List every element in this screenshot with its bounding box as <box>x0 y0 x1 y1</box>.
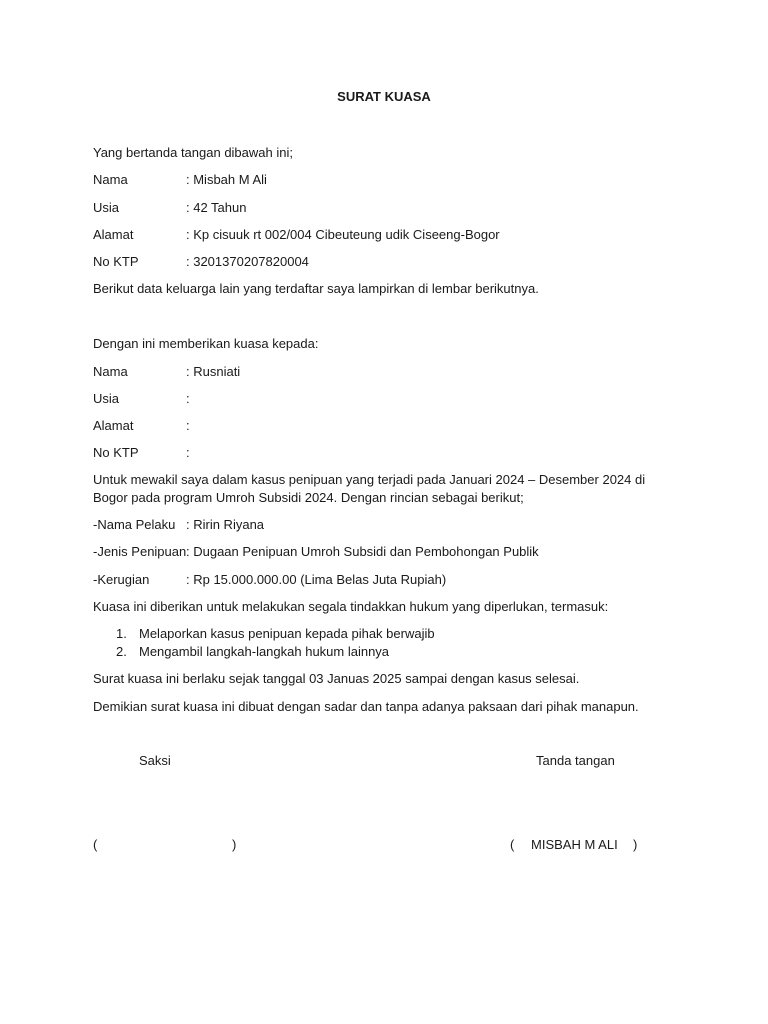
document-title: SURAT KUASA <box>337 89 431 104</box>
grantor-address-label: Alamat <box>93 227 134 242</box>
validity-text: Surat kuasa ini berlaku sejak tanggal 03 Januas 2025 sampai dengan kasus selesai. <box>93 671 580 686</box>
list-item-number: 2. <box>116 644 127 659</box>
grantee-age-label: Usia <box>93 391 120 406</box>
grantor-address-value: : Kp cisuuk rt 002/004 Cibeuteung udik Ciseeng-Bogor <box>186 227 500 242</box>
purpose-line-2: Bogor pada program Umroh Subsidi 2024. Dengan rincian sebagai berikut; <box>93 490 524 505</box>
purpose-line-1: Untuk mewakil saya dalam kasus penipuan yang terjadi pada Januari 2024 – Desember 2024 di <box>93 472 646 487</box>
signer-close-paren: ) <box>633 837 638 852</box>
intro-text: Yang bertanda tangan dibawah ini; <box>93 145 293 160</box>
grantor-age-value: : 42 Tahun <box>186 200 247 215</box>
grantee-ktp-label: No KTP <box>93 445 139 460</box>
grantee-name-value: : Rusniati <box>186 364 241 379</box>
signer-open-paren: ( <box>510 837 515 852</box>
grantor-name-label: Nama <box>93 172 128 187</box>
loss-label: -Kerugian <box>93 572 150 587</box>
grantor-name-value: : Misbah M Ali <box>186 172 267 187</box>
list-item: Melaporkan kasus penipuan kepada pihak berwajib <box>139 626 435 641</box>
grantor-age-label: Usia <box>93 200 120 215</box>
scope-intro: Kuasa ini diberikan untuk melakukan segala tindakkan hukum yang diperlukan, termasuk: <box>93 599 609 614</box>
witness-label: Saksi <box>139 753 171 768</box>
grantee-address-label: Alamat <box>93 418 134 433</box>
fraud-type-value: : Dugaan Penipuan Umroh Subsidi dan Pembohongan Publik <box>186 544 539 559</box>
grantee-age-value: : <box>186 391 190 406</box>
list-item: Mengambil langkah-langkah hukum lainnya <box>139 644 390 659</box>
grantor-ktp-value: : 3201370207820004 <box>186 254 309 269</box>
perpetrator-value: : Ririn Riyana <box>186 517 265 532</box>
grantee-name-label: Nama <box>93 364 128 379</box>
grantor-ktp-label: No KTP <box>93 254 139 269</box>
family-note: Berikut data keluarga lain yang terdaftar saya lampirkan di lembar berikutnya. <box>93 281 539 296</box>
witness-close-paren: ) <box>232 837 237 852</box>
grant-intro: Dengan ini memberikan kuasa kepada: <box>93 336 319 351</box>
signer-name: MISBAH M ALI <box>531 837 618 852</box>
signature-label: Tanda tangan <box>536 753 615 768</box>
loss-value: : Rp 15.000.000.00 (Lima Belas Juta Rupiah) <box>186 572 447 587</box>
fraud-type-label: -Jenis Penipuan <box>93 544 187 559</box>
perpetrator-label: -Nama Pelaku <box>93 517 176 532</box>
list-item-number: 1. <box>116 626 127 641</box>
closing-text: Demikian surat kuasa ini dibuat dengan sadar dan tanpa adanya paksaan dari pihak manapun. <box>93 699 639 714</box>
grantee-address-value: : <box>186 418 190 433</box>
witness-open-paren: ( <box>93 837 98 852</box>
grantee-ktp-value: : <box>186 445 190 460</box>
